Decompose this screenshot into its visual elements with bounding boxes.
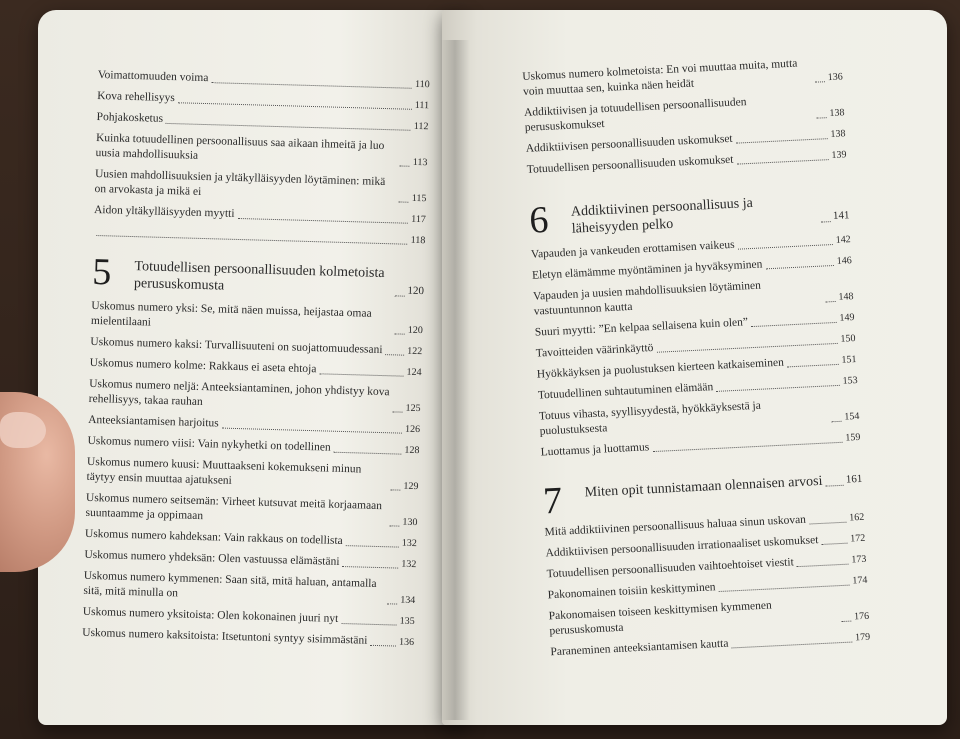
book-gutter xyxy=(440,40,470,720)
toc-entry: Vapauden ja vankeuden erottamisen vaikeus 142 xyxy=(530,234,851,261)
chapter-title: Addiktiivinen persoonallisuus ja läheisyyden pelko 141 xyxy=(570,195,850,237)
toc-entry: Uskomus numero kolmetoista: En voi muuttaa muita, mutta voin muuttaa sen, kuinka näen heidät 136 xyxy=(522,57,843,98)
toc-entry: Mitä addiktiivinen persoonallisuus haluaa sinun uskovan 162 xyxy=(544,511,865,539)
chapter-title: Miten opit tunnistamaan olennaisen arvosi 161 xyxy=(584,472,863,501)
toc-entry: Uskomus numero yhdeksän: Olen vastuussa elämästäni 132 xyxy=(84,548,417,571)
toc-entry: Totuudellisen persoonallisuuden uskomukset 139 xyxy=(526,149,847,176)
toc-entry: Uskomus numero neljä: Anteeksiantaminen, johon yhdistyy kova rehellisyys, takaa rauhan 125 xyxy=(88,377,421,415)
toc-entry: Hyökkäyksen ja puolustuksen kierteen katkaiseminen 151 xyxy=(536,354,857,381)
chapter-number: 6 xyxy=(528,198,550,242)
chapter-number: 5 xyxy=(91,250,112,294)
chapter-6-entries xyxy=(531,232,861,460)
toc-entry: Vapauden ja uusien mahdollisuuksien löytäminen vastuuntunnon kautta 148 xyxy=(532,279,854,318)
toc-entry: Paraneminen anteeksiantamisen kautta 179 xyxy=(550,631,871,659)
toc-entry: Uskomus numero kuusi: Muuttaakseni kokemukseni minun täytyy ensin muuttaa ajatukseni 129 xyxy=(86,455,419,493)
toc-entry: Eletyn elämämme myöntäminen ja hyväksyminen 146 xyxy=(531,255,852,282)
toc-entry: Uskomus numero kahdeksan: Vain rakkaus on todellista 132 xyxy=(84,527,417,550)
toc-entry: Kuinka totuudellinen persoonallisuus saa aikaan ihmeitä ja luo uusia mahdollisuuksia 113 xyxy=(95,131,428,169)
chapter-number: 7 xyxy=(542,479,564,523)
toc-entry: Totuudellinen suhtautuminen elämään 153 xyxy=(537,374,858,402)
toc-entry: Aidon yltäkylläisyyden myytti 117 xyxy=(93,203,427,226)
toc-entry: Luottamus ja luottamus 159 xyxy=(540,431,861,459)
chapter-6 xyxy=(529,190,850,240)
chapter-7 xyxy=(542,471,863,523)
toc-entry: Pakonomaisen toiseen keskittymisen kymmenen perususkomusta 176 xyxy=(548,599,870,638)
chapter-5-entries xyxy=(82,299,423,650)
toc-entry: Totuus vihasta, syyllisyydestä, hyökkäyksestä ja puolustuksesta 154 xyxy=(538,399,860,438)
toc-entry: Uskomus numero seitsemän: Virheet kutsuvat meitä korjaamaan suuntaamme ja oppimaan 130 xyxy=(85,491,418,529)
chapter-title: Totuudellisen persoonallisuuden kolmetoista perususkomusta 120 xyxy=(133,259,425,298)
toc-entry: 118 xyxy=(93,224,425,248)
chapter-5 xyxy=(91,250,425,300)
toc-entry: Uusien mahdollisuuksien ja yltäkylläisyyden löytäminen: mikä on arvokasta ja mikä ei 115 xyxy=(94,167,427,205)
thumb-holding-book xyxy=(0,392,75,572)
toc-entry: Totuudellisen persoonallisuuden vaihtoehtoiset viestit 173 xyxy=(546,553,867,581)
toc-entry: Uskomus numero kymmenen: Saan sitä, mitä haluan, antamalla sitä, mitä minulla on 134 xyxy=(83,569,416,607)
toc-entry: Uskomus numero kolme: Rakkaus ei aseta ehtoja 124 xyxy=(89,356,422,379)
left-toc xyxy=(82,68,430,656)
toc-entry: Kova rehellisyys 111 xyxy=(97,89,430,112)
toc-entry: Uskomus numero yksi: Se, mitä näen muissa, heijastaa omaa mielentilaani 120 xyxy=(90,299,423,337)
toc-entry: Addiktiivisen ja totuudellisen persoonallisuuden perususkomukset 138 xyxy=(523,96,845,134)
toc-entry: Addiktiivisen persoonallisuuden irrationaaliset uskomukset 172 xyxy=(545,532,866,560)
toc-entry: Uskomus numero kaksi: Turvallisuuteni on suojattomuudessani 122 xyxy=(90,335,423,358)
chapter-7-entries xyxy=(544,510,870,660)
right-toc xyxy=(522,54,871,666)
toc-entry: Uskomus numero viisi: Vain nykyhetki on todellinen 128 xyxy=(87,434,420,457)
toc-entry: Uskomus numero yksitoista: Olen kokonainen juuri nyt 135 xyxy=(82,605,415,628)
toc-entry: Uskomus numero kaksitoista: Itsetuntoni syntyy sisimmästäni 136 xyxy=(82,626,415,649)
toc-entry: Anteeksiantamisen harjoitus 126 xyxy=(88,413,421,436)
toc-entry: Addiktiivisen persoonallisuuden uskomukset 138 xyxy=(525,128,846,155)
toc-entry: Pohjakosketus 112 xyxy=(96,110,429,133)
toc-entry: Voimattomuuden voima 110 xyxy=(97,68,430,91)
toc-entry: Suuri myytti: ”En kelpaa sellaisena kuin olen” 149 xyxy=(534,312,855,339)
toc-entry: Tavoitteiden väärinkäyttö 150 xyxy=(535,333,856,360)
toc-entry: Pakonomainen toisiin keskittyminen 174 xyxy=(547,574,868,602)
thumbnail xyxy=(0,412,46,448)
